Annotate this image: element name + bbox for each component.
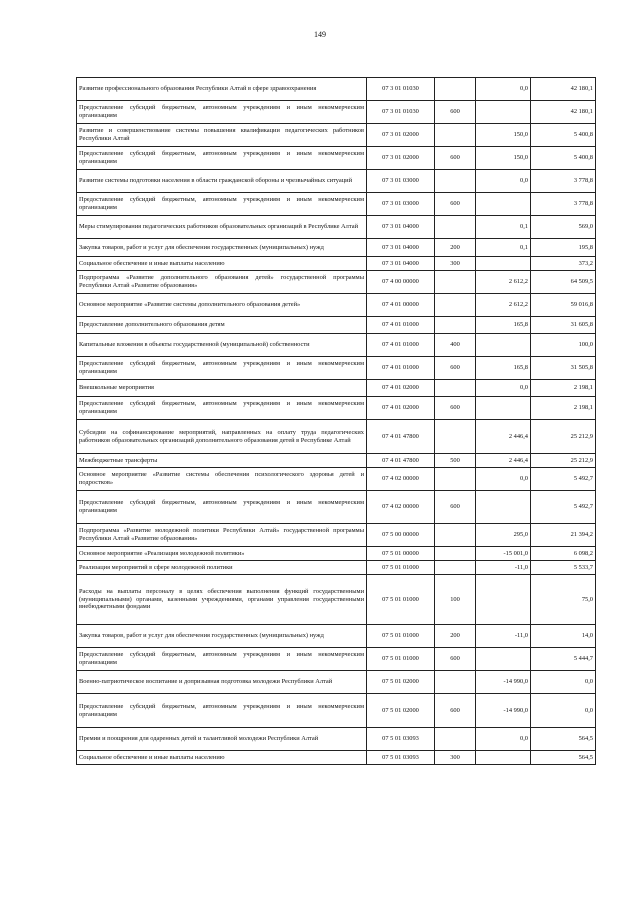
table-row	[77, 468, 596, 491]
table-row	[77, 193, 596, 216]
row-name: Подпрограмма «Развитие дополнительного образования детей» государственной программы Республики Алтай «Развитие образования»	[77, 271, 367, 294]
row-name: Социальное обеспечение и иные выплаты населению	[77, 751, 367, 765]
table-row	[77, 561, 596, 575]
row-code: 07 4 01 47800	[367, 420, 435, 454]
row-total: 564,5	[531, 728, 596, 751]
row-name: Премии и поощрения для одаренных детей и талантливой молодежи Республики Алтай	[77, 728, 367, 751]
row-expense-type	[435, 380, 476, 397]
row-name: Закупка товаров, работ и услуг для обеспечения государственных (муниципальных) нужд	[77, 239, 367, 257]
row-total: 59 016,8	[531, 294, 596, 317]
table-row	[77, 648, 596, 671]
row-code: 07 3 01 04000	[367, 216, 435, 239]
row-change	[476, 257, 531, 271]
row-change: 2 612,2	[476, 294, 531, 317]
row-code: 07 4 00 00000	[367, 271, 435, 294]
row-name: Развитие профессионального образования Республики Алтай в сфере здравоохранения	[77, 78, 367, 101]
row-change: 150,0	[476, 147, 531, 170]
row-code: 07 4 01 47800	[367, 454, 435, 468]
row-total: 373,2	[531, 257, 596, 271]
row-code: 07 3 01 01030	[367, 101, 435, 124]
row-total: 100,0	[531, 334, 596, 357]
row-total: 5 492,7	[531, 491, 596, 524]
row-code: 07 5 01 02000	[367, 671, 435, 694]
row-expense-type	[435, 294, 476, 317]
row-code: 07 4 01 00000	[367, 294, 435, 317]
row-code: 07 3 01 03000	[367, 170, 435, 193]
row-name: Предоставление субсидий бюджетным, автономным учреждениям и иным некоммерческим организациям	[77, 694, 367, 728]
row-name: Предоставление субсидий бюджетным, автономным учреждениям и иным некоммерческим организациям	[77, 491, 367, 524]
row-expense-type: 200	[435, 239, 476, 257]
row-total: 25 212,9	[531, 420, 596, 454]
row-name: Основное мероприятие «Реализация молодежной политики»	[77, 547, 367, 561]
row-code: 07 5 00 00000	[367, 524, 435, 547]
row-expense-type	[435, 216, 476, 239]
row-total: 2 198,1	[531, 397, 596, 420]
row-code: 07 4 01 01000	[367, 334, 435, 357]
table-row	[77, 317, 596, 334]
row-total: 21 394,2	[531, 524, 596, 547]
row-name: Капитальные вложения в объекты государственной (муниципальной) собственности	[77, 334, 367, 357]
row-total: 5 533,7	[531, 561, 596, 575]
row-code: 07 5 01 00000	[367, 547, 435, 561]
row-name: Реализация мероприятий в сфере молодежной политики	[77, 561, 367, 575]
row-total: 25 212,9	[531, 454, 596, 468]
row-change	[476, 648, 531, 671]
row-total: 3 778,8	[531, 193, 596, 216]
row-change: 165,8	[476, 317, 531, 334]
row-change: 150,0	[476, 124, 531, 147]
row-expense-type: 200	[435, 625, 476, 648]
table-row	[77, 170, 596, 193]
table-row	[77, 271, 596, 294]
row-change: 0,0	[476, 468, 531, 491]
row-name: Развитие системы подготовки населения в области гражданской обороны и чрезвычайных ситуаций	[77, 170, 367, 193]
table-row	[77, 694, 596, 728]
row-code: 07 3 01 02000	[367, 124, 435, 147]
table-row	[77, 491, 596, 524]
row-name: Предоставление субсидий бюджетным, автономным учреждениям и иным некоммерческим организациям	[77, 193, 367, 216]
table-row	[77, 147, 596, 170]
row-total: 14,0	[531, 625, 596, 648]
row-code: 07 4 01 01000	[367, 317, 435, 334]
row-change: -14 990,0	[476, 671, 531, 694]
row-change: 295,0	[476, 524, 531, 547]
row-code: 07 5 01 01000	[367, 561, 435, 575]
row-expense-type	[435, 78, 476, 101]
row-expense-type	[435, 561, 476, 575]
row-name: Основное мероприятие «Развитие системы дополнительного образования детей»	[77, 294, 367, 317]
row-name: Меры стимулирования педагогических работников образовательных организаций в Республике Алтай	[77, 216, 367, 239]
row-expense-type	[435, 271, 476, 294]
row-change: 0,1	[476, 239, 531, 257]
row-change: 2 612,2	[476, 271, 531, 294]
row-name: Расходы на выплаты персоналу в целях обеспечения выполнения функций государственными (муниципальными) органами, казенными учреждениями, органами управления государственными внебюджетными фондами	[77, 575, 367, 625]
row-code: 07 4 02 00000	[367, 491, 435, 524]
row-total: 5 492,7	[531, 468, 596, 491]
table-row	[77, 751, 596, 765]
row-expense-type	[435, 524, 476, 547]
row-code: 07 5 01 01000	[367, 648, 435, 671]
row-name: Предоставление субсидий бюджетным, автономным учреждениям и иным некоммерческим организациям	[77, 357, 367, 380]
row-change: -11,0	[476, 625, 531, 648]
row-name: Предоставление субсидий бюджетным, автономным учреждениям и иным некоммерческим организациям	[77, 397, 367, 420]
row-code: 07 3 01 03000	[367, 193, 435, 216]
row-change	[476, 491, 531, 524]
table-row	[77, 78, 596, 101]
row-expense-type: 600	[435, 648, 476, 671]
row-change: 2 446,4	[476, 454, 531, 468]
row-change: 0,1	[476, 216, 531, 239]
row-expense-type	[435, 728, 476, 751]
table-row	[77, 454, 596, 468]
table-row	[77, 216, 596, 239]
row-change: 2 446,4	[476, 420, 531, 454]
page-number: 149	[314, 30, 326, 39]
row-change: -14 990,0	[476, 694, 531, 728]
row-code: 07 5 01 03093	[367, 728, 435, 751]
budget-table	[76, 77, 596, 765]
row-total: 0,0	[531, 694, 596, 728]
row-change	[476, 397, 531, 420]
row-total: 6 098,2	[531, 547, 596, 561]
table-row	[77, 257, 596, 271]
row-total: 42 180,1	[531, 101, 596, 124]
row-name: Предоставление субсидий бюджетным, автономным учреждениям и иным некоммерческим организациям	[77, 147, 367, 170]
row-code: 07 3 01 04000	[367, 257, 435, 271]
row-code: 07 4 01 01000	[367, 357, 435, 380]
row-change: -15 001,0	[476, 547, 531, 561]
row-change	[476, 193, 531, 216]
table-row	[77, 524, 596, 547]
row-name: Развитие и совершенствование системы повышения квалификации педагогических работников Республики Алтай	[77, 124, 367, 147]
row-change	[476, 101, 531, 124]
table-row	[77, 124, 596, 147]
row-total: 31 605,8	[531, 317, 596, 334]
row-expense-type: 500	[435, 454, 476, 468]
row-code: 07 4 02 00000	[367, 468, 435, 491]
row-change	[476, 751, 531, 765]
table-row	[77, 397, 596, 420]
table-row	[77, 420, 596, 454]
row-expense-type	[435, 547, 476, 561]
row-change: 165,8	[476, 357, 531, 380]
row-expense-type: 600	[435, 147, 476, 170]
row-name: Подпрограмма «Развитие молодежной политики Республики Алтай» государственной программы Республики Алтай «Развитие образования»	[77, 524, 367, 547]
row-code: 07 3 01 01030	[367, 78, 435, 101]
row-total: 564,5	[531, 751, 596, 765]
table-row	[77, 547, 596, 561]
row-code: 07 3 01 04000	[367, 239, 435, 257]
table-row	[77, 625, 596, 648]
row-total: 569,0	[531, 216, 596, 239]
row-name: Межбюджетные трансферты	[77, 454, 367, 468]
budget-table-body	[77, 78, 596, 765]
row-change	[476, 575, 531, 625]
row-change: 0,0	[476, 170, 531, 193]
table-row	[77, 380, 596, 397]
row-code: 07 5 01 01000	[367, 575, 435, 625]
table-row	[77, 334, 596, 357]
row-code: 07 4 01 02000	[367, 380, 435, 397]
row-expense-type: 100	[435, 575, 476, 625]
row-total: 195,8	[531, 239, 596, 257]
row-total: 5 400,8	[531, 124, 596, 147]
row-total: 5 400,8	[531, 147, 596, 170]
row-total: 75,0	[531, 575, 596, 625]
row-change	[476, 334, 531, 357]
row-expense-type: 300	[435, 257, 476, 271]
row-name: Субсидии на софинансирование мероприятий, направленных на оплату труда педагогических работников образовательных организаций дополнительного образования детей в Республике Алтай	[77, 420, 367, 454]
row-total: 2 198,1	[531, 380, 596, 397]
row-expense-type	[435, 671, 476, 694]
row-total: 0,0	[531, 671, 596, 694]
table-row	[77, 239, 596, 257]
row-total: 31 505,8	[531, 357, 596, 380]
row-expense-type	[435, 468, 476, 491]
table-row	[77, 575, 596, 625]
row-name: Предоставление дополнительного образования детям	[77, 317, 367, 334]
row-name: Закупка товаров, работ и услуг для обеспечения государственных (муниципальных) нужд	[77, 625, 367, 648]
row-expense-type: 600	[435, 193, 476, 216]
row-code: 07 3 01 02000	[367, 147, 435, 170]
row-expense-type	[435, 317, 476, 334]
table-row	[77, 671, 596, 694]
table-row	[77, 294, 596, 317]
row-expense-type	[435, 170, 476, 193]
row-code: 07 5 01 01000	[367, 625, 435, 648]
row-total: 5 444,7	[531, 648, 596, 671]
row-change: 0,0	[476, 380, 531, 397]
row-name: Социальное обеспечение и иные выплаты населению	[77, 257, 367, 271]
row-expense-type: 300	[435, 751, 476, 765]
row-name: Военно-патриотическое воспитание и допризывная подготовка молодежи Республики Алтай	[77, 671, 367, 694]
row-total: 64 509,5	[531, 271, 596, 294]
table-row	[77, 101, 596, 124]
row-expense-type: 600	[435, 491, 476, 524]
row-code: 07 4 01 02000	[367, 397, 435, 420]
row-name: Внешкольные мероприятия	[77, 380, 367, 397]
row-name: Предоставление субсидий бюджетным, автономным учреждениям и иным некоммерческим организациям	[77, 101, 367, 124]
row-code: 07 5 01 02000	[367, 694, 435, 728]
table-row	[77, 357, 596, 380]
row-total: 42 180,1	[531, 78, 596, 101]
row-name: Предоставление субсидий бюджетным, автономным учреждениям и иным некоммерческим организациям	[77, 648, 367, 671]
row-name: Основное мероприятие «Развитие системы обеспечения психологического здоровья детей и подростков»	[77, 468, 367, 491]
row-expense-type	[435, 124, 476, 147]
row-change: -11,0	[476, 561, 531, 575]
row-expense-type: 600	[435, 357, 476, 380]
row-expense-type: 600	[435, 397, 476, 420]
row-change: 0,0	[476, 78, 531, 101]
row-expense-type: 400	[435, 334, 476, 357]
row-code: 07 5 01 03093	[367, 751, 435, 765]
row-change: 0,0	[476, 728, 531, 751]
row-expense-type: 600	[435, 101, 476, 124]
row-expense-type: 600	[435, 694, 476, 728]
row-total: 3 778,8	[531, 170, 596, 193]
table-row	[77, 728, 596, 751]
row-expense-type	[435, 420, 476, 454]
